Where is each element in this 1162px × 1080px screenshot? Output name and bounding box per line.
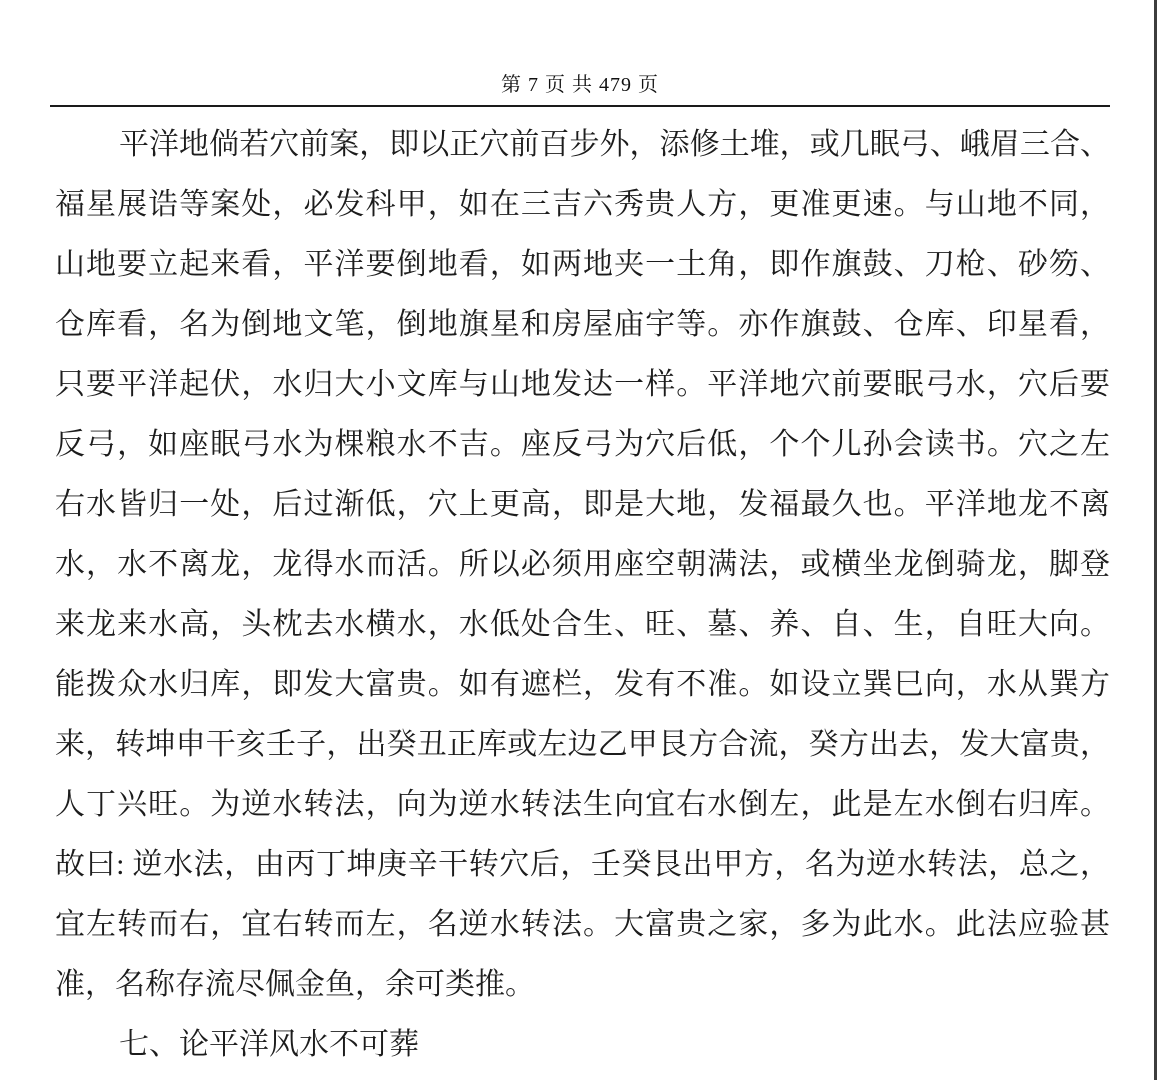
text-line: 宜左转而右，宜右转而左，名逆水转法。大富贵之家，多为此水。此法应验甚 bbox=[55, 908, 1110, 941]
document-body bbox=[55, 115, 1110, 1075]
text-line: 故曰: 逆水法，由丙丁坤庚辛干转穴后，壬癸艮出甲方，名为逆水转法，总之， bbox=[55, 848, 1110, 881]
text-line: 水，水不离龙，龙得水而活。所以必须用座空朝满法，或横坐龙倒骑龙，脚登 bbox=[55, 548, 1110, 581]
page-number-header: 第 7 页 共 479 页 bbox=[501, 74, 659, 96]
section-heading: 七、论平洋风水不可葬 bbox=[119, 1028, 419, 1061]
header-divider bbox=[50, 105, 1110, 107]
text-line: 来，转坤申干亥壬子，出癸丑正库或左边乙甲艮方合流，癸方出去，发大富贵， bbox=[55, 728, 1110, 761]
text-line: 人丁兴旺。为逆水转法，向为逆水转法生向宜右水倒左，此是左水倒右归库。 bbox=[55, 788, 1110, 821]
text-line: 来龙来水高，头枕去水横水，水低处合生、旺、墓、养、自、生，自旺大向。 bbox=[55, 608, 1110, 641]
text-line: 平洋地倘若穴前案，即以正穴前百步外，添修土堆，或几眠弓、峨眉三合、 bbox=[119, 128, 1110, 161]
text-line: 只要平洋起伏，水归大小文库与山地发达一样。平洋地穴前要眠弓水，穴后要 bbox=[55, 368, 1110, 401]
text-line: 右水皆归一处，后过渐低，穴上更高，即是大地，发福最久也。平洋地龙不离 bbox=[55, 488, 1110, 521]
text-line: 能拨众水归库，即发大富贵。如有遮栏，发有不准。如设立巽巳向，水从巽方 bbox=[55, 668, 1110, 701]
text-line: 反弓，如座眠弓水为棵粮水不吉。座反弓为穴后低，个个儿孙会读书。穴之左 bbox=[55, 428, 1110, 461]
page-edge-line bbox=[1154, 0, 1157, 1080]
text-line: 仓库看，名为倒地文笔，倒地旗星和房屋庙宇等。亦作旗鼓、仓库、印星看， bbox=[55, 308, 1110, 341]
text-line: 准，名称存流尽佩金鱼，余可类推。 bbox=[55, 968, 535, 1001]
text-line: 山地要立起来看，平洋要倒地看，如两地夹一土角，即作旗鼓、刀枪、砂笏、 bbox=[55, 248, 1110, 281]
text-line: 福星展诰等案处，必发科甲，如在三吉六秀贵人方，更准更速。与山地不同， bbox=[55, 188, 1110, 221]
